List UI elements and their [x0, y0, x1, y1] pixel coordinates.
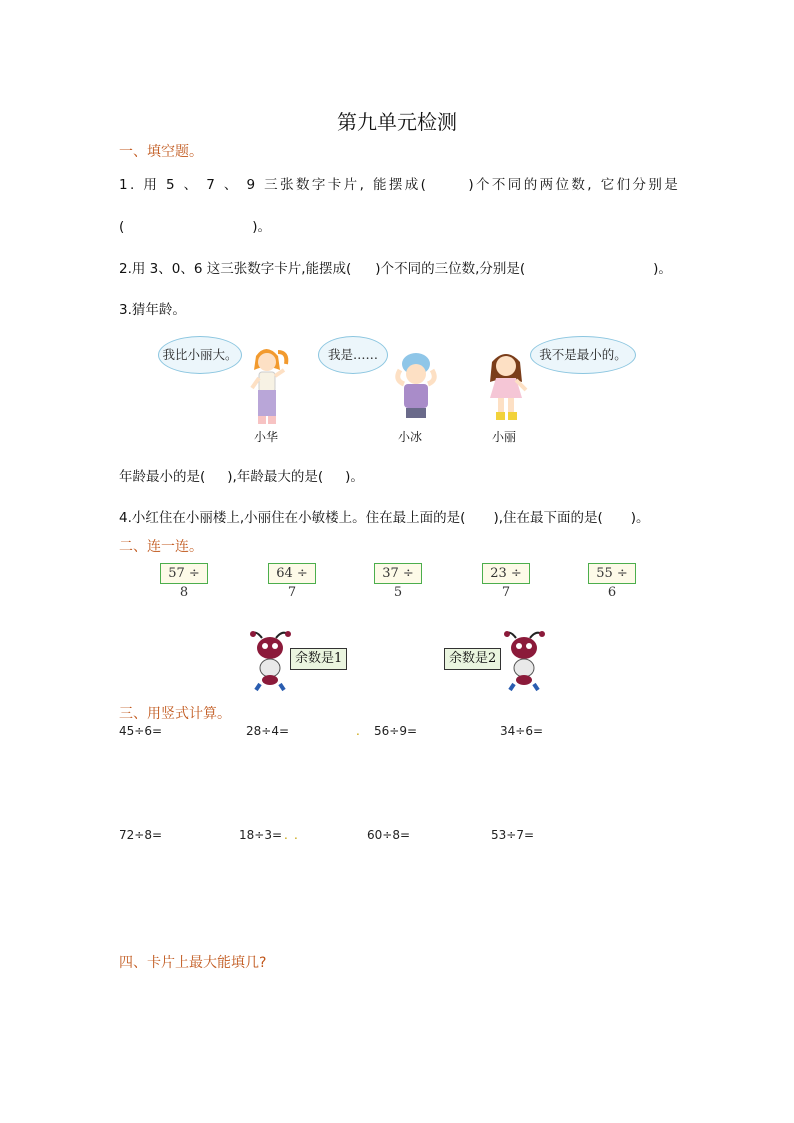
- question-3: 3.猜年龄。: [119, 302, 186, 318]
- q4-text-b: ),住在最下面的是(: [493, 510, 603, 526]
- calc-problem-6: 18÷3=: [239, 828, 283, 842]
- remainder-label-1[interactable]: 余数是1: [290, 648, 347, 670]
- q1-text-a: 1. 用 5 、 7 、 9 三张数字卡片, 能摆成(: [119, 177, 429, 193]
- calc-problem-3: 56÷9=: [374, 724, 418, 738]
- calc-problem-8: 53÷7=: [491, 828, 535, 842]
- ant-character-left-illustration: [250, 630, 292, 692]
- section1-heading: 一、填空题。: [119, 144, 203, 160]
- q1-open: (: [119, 219, 125, 235]
- ant-character-right-illustration: [504, 630, 546, 692]
- q3-text-a: 年龄最小的是(: [119, 469, 206, 485]
- q2-text-b: )个不同的三位数,分别是(: [375, 261, 526, 277]
- question-2: [119, 257, 672, 277]
- remainder-label-2[interactable]: 余数是2: [444, 648, 501, 670]
- q3-text-b: ),年龄最大的是(: [227, 469, 324, 485]
- calc-problem-2: 28÷4=: [246, 724, 290, 738]
- section3-heading: 三、用竖式计算。: [119, 706, 231, 722]
- division-card-3[interactable]: 37 ÷ 5: [374, 563, 422, 584]
- section4-heading: 四、卡片上最大能填几?: [119, 955, 267, 971]
- question-3-answer: [119, 465, 364, 485]
- stray-dot-2: .: [284, 828, 288, 842]
- page-title: 第九单元检测: [337, 110, 457, 134]
- calc-problem-4: 34÷6=: [500, 724, 544, 738]
- name-xiaohua: 小华: [254, 430, 279, 444]
- q1-text-b: )个不同的两位数, 它们分别是: [468, 177, 681, 193]
- stray-dot-3: .: [294, 828, 298, 842]
- girl-xiaohua-illustration: [242, 344, 290, 428]
- division-card-5[interactable]: 55 ÷ 6: [588, 563, 636, 584]
- q2-text-c: )。: [653, 261, 672, 277]
- girl-xiaoli-illustration: [482, 346, 530, 426]
- division-card-4[interactable]: 23 ÷ 7: [482, 563, 530, 584]
- name-xiaobing: 小冰: [398, 430, 423, 444]
- q1-close: )。: [252, 219, 272, 235]
- section2-heading: 二、连一连。: [119, 539, 203, 555]
- name-xiaoli: 小丽: [492, 430, 517, 444]
- calc-problem-7: 60÷8=: [367, 828, 411, 842]
- q3-text-c: )。: [345, 469, 364, 485]
- question-4: [119, 506, 650, 526]
- calc-problem-1: 45÷6=: [119, 724, 163, 738]
- question-1-line1: [119, 173, 680, 193]
- speech-bubble-xiaohua: 我比小丽大。: [158, 336, 242, 374]
- question-1-line2: [119, 215, 271, 235]
- q2-text-a: 2.用 3、0、6 这三张数字卡片,能摆成(: [119, 261, 352, 277]
- stray-dot-1: .: [356, 724, 360, 738]
- calc-problem-5: 72÷8=: [119, 828, 163, 842]
- speech-bubble-xiaoli: 我不是最小的。: [530, 336, 636, 374]
- q4-text-a: 4.小红住在小丽楼上,小丽住在小敏楼上。住在最上面的是(: [119, 510, 466, 526]
- division-card-2[interactable]: 64 ÷ 7: [268, 563, 316, 584]
- speech-bubble-xiaobing: 我是……: [318, 336, 388, 374]
- division-card-1[interactable]: 57 ÷ 8: [160, 563, 208, 584]
- boy-xiaobing-illustration: [390, 350, 440, 428]
- q4-text-c: )。: [630, 510, 650, 526]
